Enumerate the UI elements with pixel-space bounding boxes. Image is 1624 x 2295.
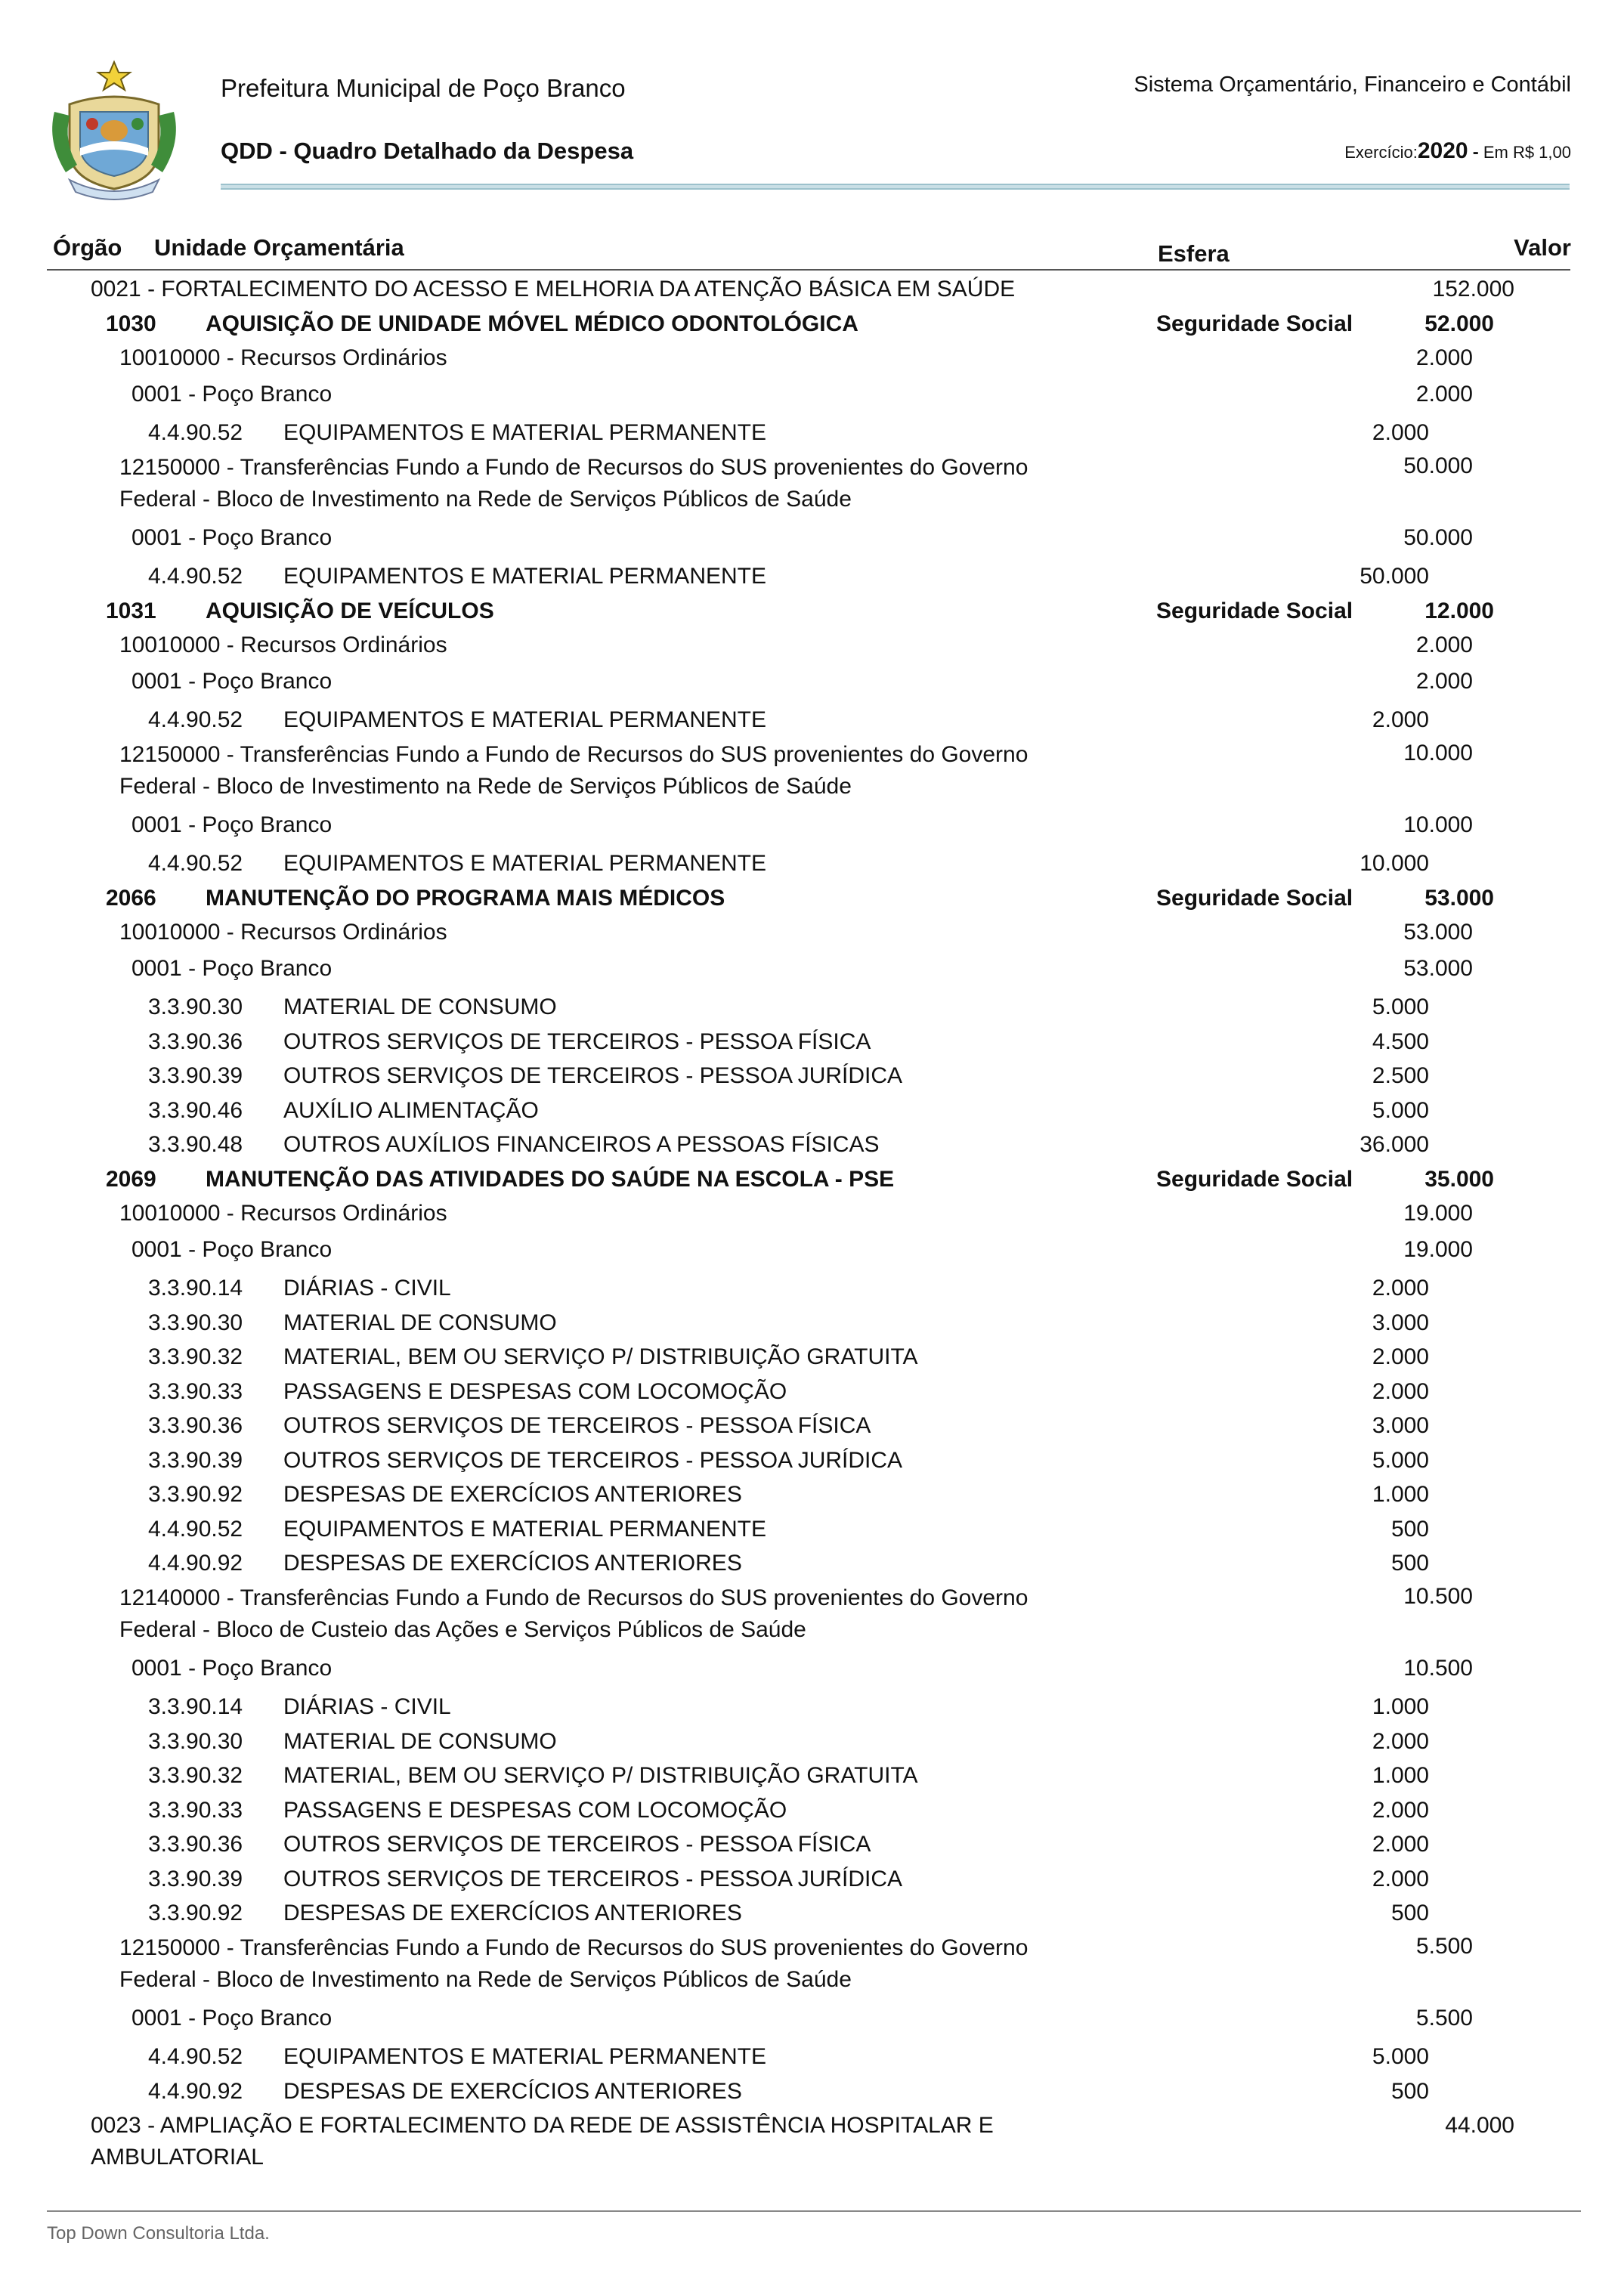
row-description: PASSAGENS E DESPESAS COM LOCOMOÇÃO (283, 1378, 787, 1404)
row-description: 10010000 - Recursos Ordinários (119, 1201, 447, 1226)
row-description: 10010000 - Recursos Ordinários (119, 633, 447, 657)
row-code: 3.3.90.14 (148, 1694, 243, 1719)
table-row-elem (0, 1729, 1624, 1764)
row-description: OUTROS SERVIÇOS DE TERCEIROS - PESSOA JURÍDICA (283, 1063, 903, 1088)
exercise-label: Exercício: (1344, 143, 1418, 162)
row-value: 1.000 (1372, 1763, 1429, 1788)
row-code: 4.4.90.52 (148, 851, 243, 876)
table-row-elem (0, 1482, 1624, 1517)
row-description: DIÁRIAS - CIVIL (283, 1694, 451, 1719)
report-title: QDD - Quadro Detalhado da Despesa (221, 138, 634, 164)
row-value: 53.000 (1403, 955, 1473, 981)
table-row-mun (0, 669, 1624, 704)
row-code: 1030 (106, 311, 156, 336)
table-row-elem (0, 1763, 1624, 1798)
table-row-elem (0, 1901, 1624, 1935)
row-code: 3.3.90.39 (148, 1447, 243, 1473)
table-row-elem (0, 1132, 1624, 1167)
row-esfera: Seguridade Social (1156, 311, 1353, 336)
row-value: 2.000 (1415, 633, 1473, 657)
table-row-elem (0, 1098, 1624, 1133)
row-description: MANUTENÇÃO DO PROGRAMA MAIS MÉDICOS (206, 885, 725, 911)
row-code: 3.3.90.36 (148, 1832, 243, 1857)
table-row-elem (0, 2044, 1624, 2079)
exercise-info: Exercício:2020 - Em R$ 1,00 (1344, 138, 1571, 163)
row-code: 2069 (106, 1166, 156, 1192)
table-row-rec2 (0, 742, 1624, 811)
row-value: 19.000 (1403, 1236, 1473, 1262)
row-description: 12140000 - Transferências Fundo a Fundo de Recursos do SUS provenientes do Governo (119, 1585, 1029, 1610)
row-value: 5.000 (1372, 1447, 1429, 1473)
row-description: 0001 - Poço Branco (131, 1236, 333, 1262)
row-description: OUTROS SERVIÇOS DE TERCEIROS - PESSOA FÍSICA (283, 1832, 871, 1857)
row-value: 36.000 (1360, 1132, 1429, 1157)
row-value: 53.000 (1403, 920, 1473, 945)
table-row-rec2 (0, 1935, 1624, 2004)
row-description: DIÁRIAS - CIVIL (283, 1276, 451, 1301)
row-value: 10.500 (1403, 1655, 1473, 1681)
table-row-mun (0, 1656, 1624, 1690)
row-description: AQUISIÇÃO DE UNIDADE MÓVEL MÉDICO ODONTOLÓGICA (206, 311, 858, 336)
row-value: 500 (1390, 1551, 1429, 1576)
row-value: 2.500 (1372, 1063, 1429, 1088)
row-description: PASSAGENS E DESPESAS COM LOCOMOÇÃO (283, 1797, 787, 1823)
row-esfera: Seguridade Social (1156, 885, 1353, 911)
row-value: 10.000 (1360, 851, 1429, 876)
row-code: 4.4.90.52 (148, 564, 243, 589)
row-value: 2.000 (1415, 345, 1473, 370)
table-row-elem (0, 1379, 1624, 1414)
table-row-elem (0, 1551, 1624, 1585)
row-value: 3.000 (1372, 1310, 1429, 1335)
row-code: 3.3.90.48 (148, 1132, 243, 1157)
row-code: 4.4.90.52 (148, 1516, 243, 1542)
table-row-elem (0, 1448, 1624, 1483)
row-value: 52.000 (1424, 311, 1494, 336)
row-description: 0001 - Poço Branco (131, 524, 333, 550)
table-row-act (0, 886, 1624, 920)
row-value: 10.500 (1403, 1583, 1473, 1609)
row-description: 0001 - Poço Branco (131, 955, 333, 981)
row-code: 3.3.90.32 (148, 1763, 243, 1788)
row-value: 10.000 (1403, 740, 1473, 766)
row-code: 3.3.90.92 (148, 1901, 243, 1925)
row-value: 152.000 (1432, 277, 1514, 302)
row-description: 0001 - Poço Branco (131, 1655, 333, 1681)
row-description: MATERIAL DE CONSUMO (283, 1310, 557, 1335)
row-description: 12150000 - Transferências Fundo a Fundo de Recursos do SUS provenientes do Governo (119, 741, 1029, 767)
col-esfera-header: Esfera (1158, 240, 1230, 267)
table-row-rec (0, 633, 1624, 667)
row-description-cont: Federal - Bloco de Investimento na Rede de Serviços Públicos de Saúde (119, 486, 852, 512)
row-description-cont: Federal - Bloco de Investimento na Rede de Serviços Públicos de Saúde (119, 1966, 852, 1992)
table-row-elem (0, 994, 1624, 1029)
col-valor-header: Valor (1514, 234, 1571, 261)
row-code: 3.3.90.36 (148, 1028, 243, 1054)
row-value: 2.000 (1372, 1344, 1429, 1369)
row-code: 3.3.90.39 (148, 1866, 243, 1891)
row-value: 2.000 (1372, 1276, 1429, 1301)
row-code: 3.3.90.39 (148, 1063, 243, 1088)
row-description: 0023 - AMPLIAÇÃO E FORTALECIMENTO DA REDE DE ASSISTÊNCIA HOSPITALAR E (91, 2113, 994, 2138)
table-row-elem (0, 707, 1624, 742)
row-value: 500 (1390, 1516, 1429, 1542)
row-value: 44.000 (1445, 2113, 1514, 2138)
table-row-rec (0, 920, 1624, 954)
row-description: DESPESAS DE EXERCÍCIOS ANTERIORES (283, 1901, 742, 1925)
table-row-elem (0, 851, 1624, 886)
row-value: 500 (1390, 1901, 1429, 1925)
row-description: AUXÍLIO ALIMENTAÇÃO (283, 1097, 539, 1123)
table-row-rec (0, 1201, 1624, 1236)
table-row-elem (0, 1798, 1624, 1833)
table-row-mun (0, 1237, 1624, 1272)
row-description-cont: Federal - Bloco de Custeio das Ações e Serviços Públicos de Saúde (119, 1616, 806, 1642)
row-value: 2.000 (1372, 707, 1429, 732)
row-description: EQUIPAMENTOS E MATERIAL PERMANENTE (283, 420, 766, 445)
row-value: 5.000 (1372, 1097, 1429, 1123)
row-description: 12150000 - Transferências Fundo a Fundo de Recursos do SUS provenientes do Governo (119, 454, 1029, 480)
footer-divider (47, 2210, 1581, 2212)
table-row-mun (0, 382, 1624, 416)
row-code: 4.4.90.92 (148, 1551, 243, 1576)
row-code: 3.3.90.92 (148, 1482, 243, 1507)
table-row-mun (0, 2006, 1624, 2040)
table-row-elem (0, 1063, 1624, 1098)
row-description: EQUIPAMENTOS E MATERIAL PERMANENTE (283, 2044, 766, 2069)
row-description: 10010000 - Recursos Ordinários (119, 345, 447, 370)
row-description: MATERIAL DE CONSUMO (283, 1728, 557, 1754)
row-description: MANUTENÇÃO DAS ATIVIDADES DO SAÚDE NA ESCOLA - PSE (206, 1166, 895, 1192)
row-code: 4.4.90.52 (148, 420, 243, 445)
row-value: 2.000 (1372, 420, 1429, 445)
row-description: EQUIPAMENTOS E MATERIAL PERMANENTE (283, 707, 766, 732)
row-value: 5.500 (1415, 1933, 1473, 1959)
table-row-prog (0, 277, 1624, 311)
row-description-cont: AMBULATORIAL (91, 2145, 264, 2170)
row-esfera: Seguridade Social (1156, 598, 1353, 623)
table-row-act (0, 1167, 1624, 1202)
municipal-coat-of-arms-logo (47, 59, 181, 203)
row-value: 10.000 (1403, 812, 1473, 837)
row-description: 0001 - Poço Branco (131, 812, 333, 837)
col-orgao-header: Órgão (53, 234, 122, 261)
table-row-elem (0, 420, 1624, 455)
row-value: 2.000 (1372, 1832, 1429, 1857)
table-row-act (0, 598, 1624, 633)
row-description: 0001 - Poço Branco (131, 2005, 333, 2031)
row-description: DESPESAS DE EXERCÍCIOS ANTERIORES (283, 1551, 742, 1576)
row-value: 53.000 (1424, 885, 1494, 911)
exercise-year: 2020 (1417, 138, 1468, 163)
table-row-mun (0, 812, 1624, 847)
table-row-elem (0, 1832, 1624, 1867)
row-code: 3.3.90.33 (148, 1797, 243, 1823)
row-description-cont: Federal - Bloco de Investimento na Rede de Serviços Públicos de Saúde (119, 773, 852, 799)
municipality-name: Prefeitura Municipal de Poço Branco (221, 74, 626, 102)
table-row-elem (0, 1310, 1624, 1345)
row-code: 4.4.90.52 (148, 2044, 243, 2069)
table-row-elem (0, 564, 1624, 598)
table-row-elem (0, 1276, 1624, 1310)
table-row-elem (0, 1694, 1624, 1729)
header-divider (221, 184, 1570, 190)
row-description: DESPESAS DE EXERCÍCIOS ANTERIORES (283, 2078, 742, 2104)
row-description: 0001 - Poço Branco (131, 381, 333, 407)
row-code: 3.3.90.14 (148, 1276, 243, 1301)
row-code: 3.3.90.32 (148, 1344, 243, 1369)
row-description: 10010000 - Recursos Ordinários (119, 920, 447, 945)
row-value: 50.000 (1360, 564, 1429, 589)
column-header-divider (47, 269, 1570, 271)
row-description: AQUISIÇÃO DE VEÍCULOS (206, 598, 494, 623)
row-value: 4.500 (1372, 1028, 1429, 1054)
col-unidade-header: Unidade Orçamentária (154, 234, 404, 261)
row-value: 5.500 (1415, 2005, 1473, 2031)
row-code: 3.3.90.30 (148, 1728, 243, 1754)
row-code: 3.3.90.30 (148, 994, 243, 1019)
row-value: 5.000 (1372, 994, 1429, 1019)
row-description: EQUIPAMENTOS E MATERIAL PERMANENTE (283, 1516, 766, 1542)
row-code: 4.4.90.92 (148, 2078, 243, 2104)
row-description: MATERIAL DE CONSUMO (283, 994, 557, 1019)
row-description: MATERIAL, BEM OU SERVIÇO P/ DISTRIBUIÇÃO GRATUITA (283, 1344, 918, 1369)
row-description: OUTROS SERVIÇOS DE TERCEIROS - PESSOA FÍSICA (283, 1028, 871, 1054)
table-row-elem (0, 2079, 1624, 2114)
row-code: 1031 (106, 598, 156, 623)
row-description: MATERIAL, BEM OU SERVIÇO P/ DISTRIBUIÇÃO GRATUITA (283, 1763, 918, 1788)
row-value: 2.000 (1372, 1728, 1429, 1754)
table-row-mun (0, 956, 1624, 991)
row-value: 50.000 (1403, 524, 1473, 550)
row-code: 3.3.90.36 (148, 1413, 243, 1438)
row-code: 2066 (106, 885, 156, 911)
table-row-prog2 (0, 2113, 1624, 2182)
row-value: 1.000 (1372, 1694, 1429, 1719)
row-value: 2.000 (1372, 1378, 1429, 1404)
row-value: 2.000 (1372, 1866, 1429, 1891)
currency-note: Em R$ 1,00 (1483, 143, 1571, 162)
table-row-elem (0, 1517, 1624, 1551)
row-description: 0021 - FORTALECIMENTO DO ACESSO E MELHORIA DA ATENÇÃO BÁSICA EM SAÚDE (91, 277, 1016, 302)
row-description: DESPESAS DE EXERCÍCIOS ANTERIORES (283, 1482, 742, 1507)
row-description: OUTROS SERVIÇOS DE TERCEIROS - PESSOA FÍSICA (283, 1413, 871, 1438)
footer-company: Top Down Consultoria Ltda. (47, 2223, 270, 2244)
table-row-elem (0, 1867, 1624, 1901)
row-value: 1.000 (1372, 1482, 1429, 1507)
row-description: OUTROS AUXÍLIOS FINANCEIROS A PESSOAS FÍSICAS (283, 1132, 880, 1157)
table-row-rec (0, 345, 1624, 380)
table-row-act (0, 311, 1624, 346)
row-description: 12150000 - Transferências Fundo a Fundo de Recursos do SUS provenientes do Governo (119, 1935, 1029, 1960)
row-description: OUTROS SERVIÇOS DE TERCEIROS - PESSOA JURÍDICA (283, 1866, 903, 1891)
row-value: 50.000 (1403, 453, 1473, 478)
table-row-rec2 (0, 1585, 1624, 1654)
row-code: 3.3.90.46 (148, 1097, 243, 1123)
row-value: 2.000 (1372, 1797, 1429, 1823)
row-description: OUTROS SERVIÇOS DE TERCEIROS - PESSOA JURÍDICA (283, 1447, 903, 1473)
row-code: 3.3.90.33 (148, 1378, 243, 1404)
row-esfera: Seguridade Social (1156, 1166, 1353, 1192)
row-value: 3.000 (1372, 1413, 1429, 1438)
row-value: 2.000 (1415, 668, 1473, 694)
table-row-mun (0, 525, 1624, 560)
row-value: 12.000 (1424, 598, 1494, 623)
table-row-elem (0, 1344, 1624, 1379)
row-description: 0001 - Poço Branco (131, 668, 333, 694)
row-value: 5.000 (1372, 2044, 1429, 2069)
table-row-elem (0, 1029, 1624, 1064)
row-value: 35.000 (1424, 1166, 1494, 1192)
row-value: 500 (1390, 2078, 1429, 2104)
row-code: 3.3.90.30 (148, 1310, 243, 1335)
row-description: EQUIPAMENTOS E MATERIAL PERMANENTE (283, 851, 766, 876)
row-value: 2.000 (1415, 381, 1473, 407)
system-name: Sistema Orçamentário, Financeiro e Contábil (1134, 73, 1571, 97)
row-code: 4.4.90.52 (148, 707, 243, 732)
table-row-rec2 (0, 455, 1624, 524)
row-description: EQUIPAMENTOS E MATERIAL PERMANENTE (283, 564, 766, 589)
table-row-elem (0, 1413, 1624, 1448)
row-value: 19.000 (1403, 1201, 1473, 1226)
